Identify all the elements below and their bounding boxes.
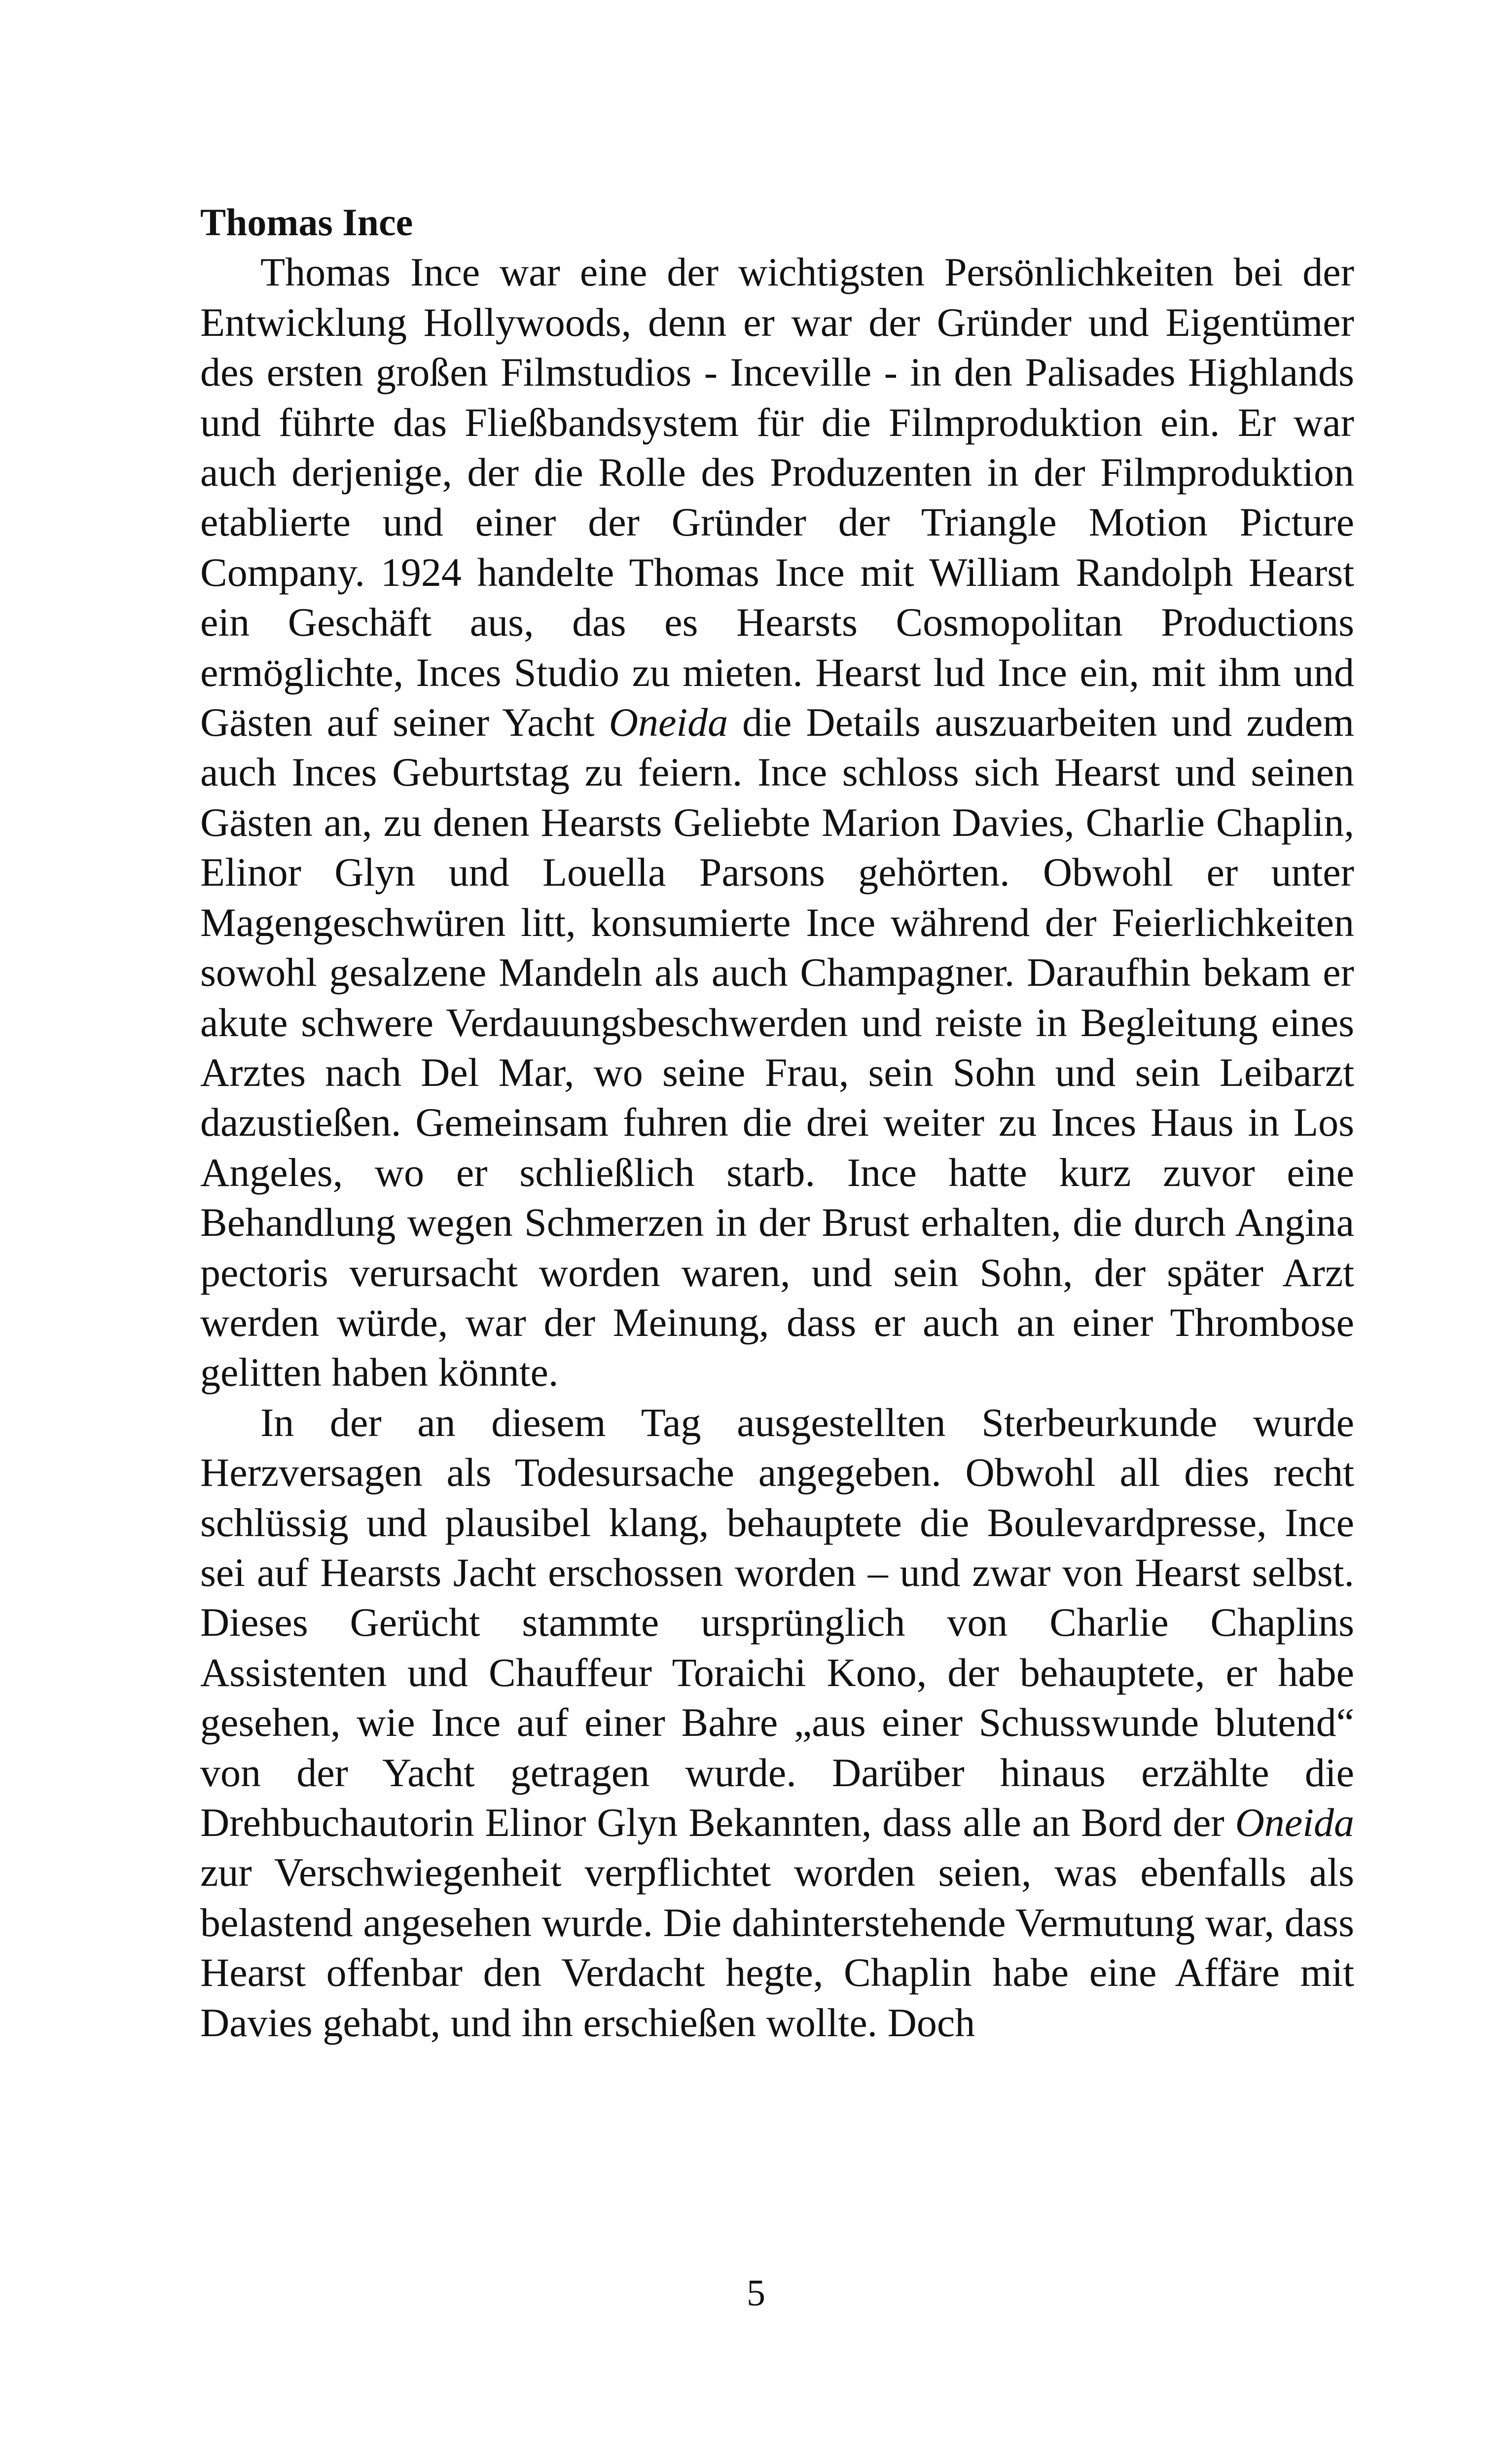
paragraph-1-text-start: Thomas Ince war eine der wichtigsten Persönlichkeiten bei der Entwicklung Hollywoods, denn er war der Gründer und Eigentümer des ersten großen Filmstudios - Inceville - in den Palisades Highlands und führte das Fließbandsystem für die Filmproduktion ein. Er war auch derjenige, der die Rolle des Produzenten in der Filmproduktion etablierte und einer der Gründer der Triangle Motion Picture Company. 1924 handelte Thomas Ince mit William Randolph Hearst ein Geschäft aus, das es Hearsts Cosmopolitan Productions ermöglichte, Inces Studio zu mieten. Hearst lud Ince ein, mit ihm und Gästen auf seiner Yacht [200,250,1354,745]
paragraph-2 [200,1398,1354,2048]
paragraph-1 [200,247,1354,1397]
paragraph-1-text-end: die Details auszuarbeiten und zudem auch Inces Geburtstag zu feiern. Ince schloss sich Hearst und seinen Gästen an, zu denen Hearsts Geliebte Marion Davies, Charlie Chaplin, Elinor Glyn und Louella Parsons gehörten. Obwohl er unter Magengeschwüren litt, konsumierte Ince während der Feierlichkeiten sowohl gesalzene Mandeln als auch Champagner. Daraufhin bekam er akute schwere Verdauungsbeschwerden und reiste in Begleitung eines Arztes nach Del Mar, wo seine Frau, sein Sohn und sein Leibarzt dazustießen. Gemeinsam fuhren die drei weiter zu Inces Haus in Los Angeles, wo er schließlich starb. Ince hatte kurz zuvor eine Behandlung wegen Schmerzen in der Brust erhalten, die durch Angina pectoris verursacht worden waren, und sein Sohn, der später Arzt werden würde, war der Meinung, dass er auch an einer Thrombose gelitten haben könnte. [200,700,1354,1395]
section-heading: Thomas Ince [200,201,413,244]
page-number: 5 [747,2272,765,2314]
paragraph-1-yacht-name: Oneida [609,700,728,745]
paragraph-2-yacht-name: Oneida [1235,1800,1354,1845]
paragraph-2-text-start: In der an diesem Tag ausgestellten Sterbeurkunde wurde Herzversagen als Todesursache angegeben. Obwohl all dies recht schlüssig und plausibel klang, behauptete die Boulevardpresse, Ince sei auf Hearsts Jacht erschossen worden – und zwar von Hearst selbst. Dieses Gerücht stammte ursprünglich von Charlie Chaplins Assistenten und Chauffeur Toraichi Kono, der behauptete, er habe gesehen, wie Ince auf einer Bahre „aus einer Schusswunde blutend“ von der Yacht getragen wurde. Darüber hinaus erzählte die Drehbuchautorin Elinor Glyn Bekannten, dass alle an Bord der [200,1400,1354,1845]
paragraph-2-text-end: zur Verschwiegenheit verpflichtet worden seien, was ebenfalls als belastend angesehen wurde. Die dahinterstehende Vermutung war, dass Hearst offenbar den Verdacht hegte, Chaplin habe eine Affäre mit Davies gehabt, und ihn erschießen wollte. Doch [200,1850,1354,2045]
page-body [200,197,1354,2048]
